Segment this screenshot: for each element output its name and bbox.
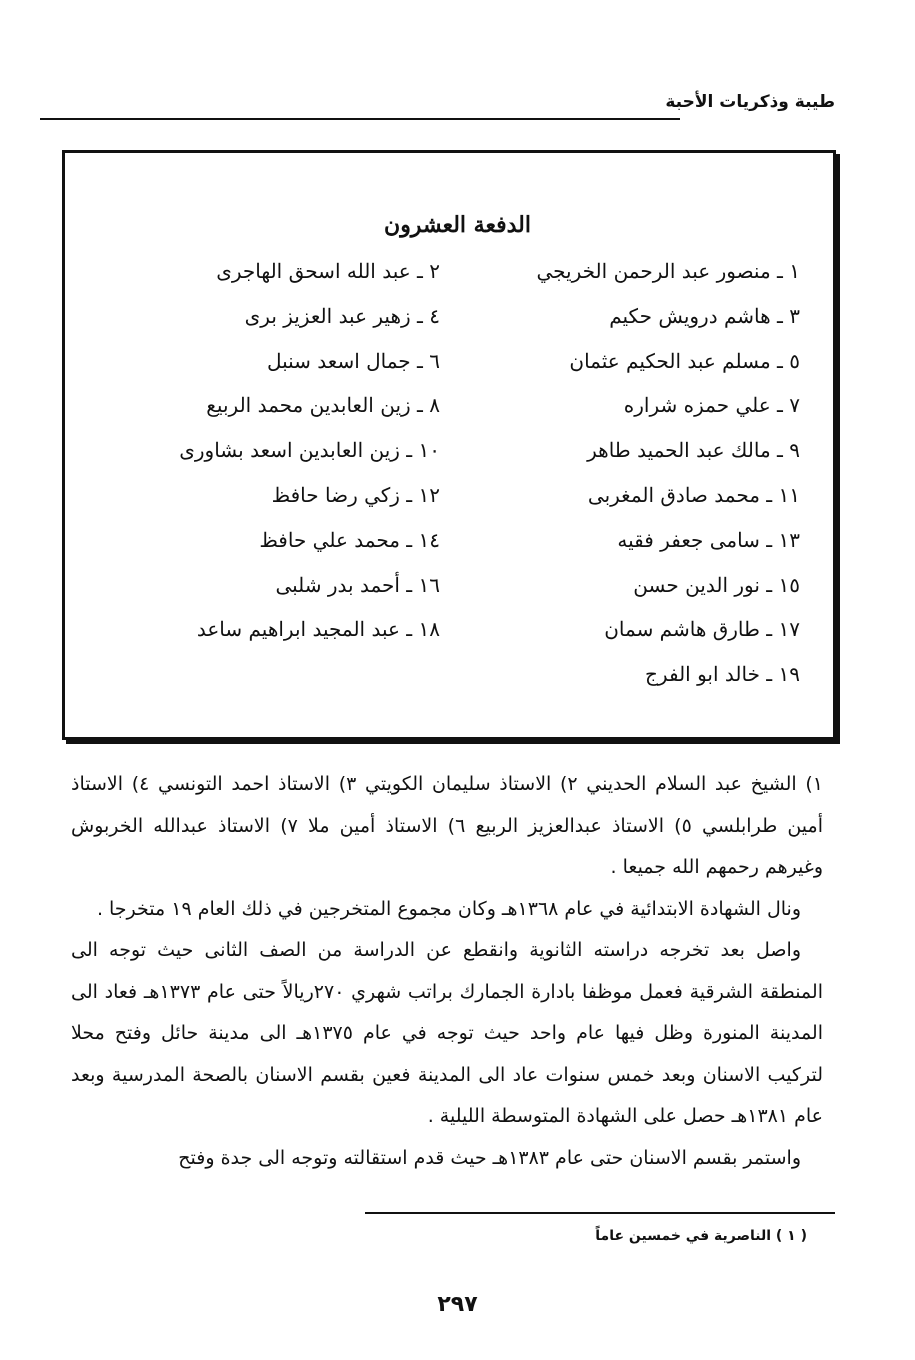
list-item: ١٥ ـ نور الدين حسن: [633, 572, 800, 597]
list-item: ١٧ ـ طارق هاشم سمان: [604, 617, 800, 642]
page-number: ٢٩٧: [437, 1292, 478, 1317]
list-item: ١٢ ـ زكي رضا حافظ: [271, 482, 440, 507]
header-rule: [40, 118, 680, 120]
graduates-list: [80, 256, 800, 704]
list-item: ٨ ـ زين العابدين محمد الربيع: [206, 393, 440, 418]
body-paragraph-resignation: واستمر بقسم الاسنان حتى عام ١٣٨٣هـ حيث قدم استقالته وتوجه الى جدة وفتح: [178, 1146, 801, 1169]
graduates-box-title: الدفعة العشرون: [384, 212, 531, 238]
list-item: ١٨ ـ عبد المجيد ابراهيم ساعد: [196, 617, 440, 642]
list-item: ٥ ـ مسلم عبد الحكيم عثمان: [569, 348, 800, 373]
list-item: ٣ ـ هاشم درويش حكيم: [609, 303, 800, 328]
list-item: ٦ ـ جمال اسعد سنبل: [266, 348, 440, 373]
list-item: ١١ ـ محمد صادق المغربى: [587, 482, 800, 507]
list-item: ٤ ـ زهير عبد العزيز برى: [244, 303, 440, 328]
footnote: ( ١ ) الناصرية في خمسين عاماً: [595, 1228, 807, 1244]
list-item: ١٦ ـ أحمد بدر شلبى: [275, 572, 440, 597]
body-paragraph-career: واصل بعد تخرجه دراسته الثانوية وانقطع عن الدراسة من الصف الثانى حيث توجه الى المنطقة الشرقية فعمل موظفا بادارة الجمارك براتب شهري ٢٧٠ريالاً حتى عام ١٣٧٣هـ فعاد الى المدينة المنورة وظل فيها عام واحد حيث توجه في عام ١٣٧٥هـ الى مدينة حائل وفتح محلا لتركيب الاسنان وبعد خمس سنوات عاد الى المدينة فعين بقسم الاسنان بالصحة المدرسية وبعد عام ١٣٨١هـ حصل على الشهادة المتوسطة الليلية .: [71, 939, 824, 1127]
list-item: ١ ـ منصور عبد الرحمن الخريجي: [536, 259, 800, 283]
running-header-title: طيبة وذكريات الأحبة: [665, 92, 835, 112]
list-item: ٧ ـ علي حمزه شراره: [623, 393, 800, 418]
footnote-rule: [365, 1212, 835, 1214]
list-item: ٩ ـ مالك عبد الحميد طاهر: [587, 438, 800, 463]
list-item: ١٩ ـ خالد ابو الفرج: [645, 662, 800, 687]
body-paragraph-teachers: ١) الشيخ عبد السلام الحديني ٢) الاستاذ سليمان الكويتي ٣) الاستاذ احمد التونسي ٤) الاستاذ أمين طرابلسي ٥) الاستاذ عبدالعزيز الربيع ٦) الاستاذ أمين ملا ٧) الاستاذ عبدالله الخربوش وغيرهم رحمهم الله جميعا .: [71, 773, 823, 878]
list-item: ٢ ـ عبد الله اسحق الهاجرى: [216, 259, 440, 283]
list-item: ١٠ ـ زين العابدين اسعد بشاورى: [179, 438, 440, 463]
body-paragraph-primary-certificate: ونال الشهادة الابتدائية في عام ١٣٦٨هـ وكان مجموع المتخرجين في ذلك العام ١٩ متخرجا .: [96, 897, 801, 920]
list-item: ١٤ ـ محمد علي حافظ: [259, 527, 440, 552]
list-item: ١٣ ـ سامى جعفر فقيه: [617, 527, 800, 552]
body-text: [71, 764, 823, 1179]
